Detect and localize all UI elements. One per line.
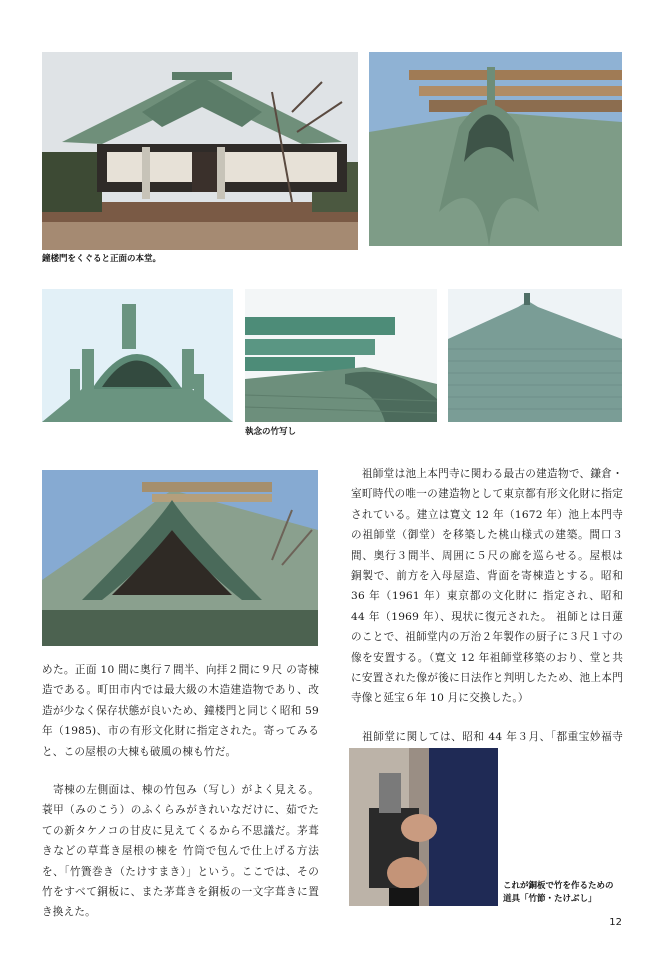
gable-photo [42, 470, 318, 646]
caption-line: これが銅板で竹を作るための [503, 881, 614, 891]
roof-slope-photo [448, 289, 622, 422]
right-text-column [351, 464, 623, 768]
main-hall-caption: 鐘楼門をくぐると正面の本堂。 [42, 254, 162, 264]
roof-ornament-photo [369, 52, 622, 246]
bamboo-caption: 執念の竹写し [245, 427, 297, 437]
caption-line: 道具「竹節・たけぶし」 [503, 894, 597, 904]
tool-photo [349, 748, 498, 906]
left-text-column [42, 660, 319, 923]
ridge-ornament-photo [42, 289, 233, 422]
main-hall-photo [42, 52, 358, 250]
bamboo-ridge-photo [245, 289, 437, 422]
paragraph: 祖師堂は池上本門寺に関わる最古の建造物で、鎌倉・室町時代の唯一の建造物として東京都有形文化財に指定されている。建立は寛文 12 年（1672 年）池上本門寺の祖師堂（御堂）を移築した桃山様式の建築。間口３間、奥行３間半、周囲に５尺の廊を巡らせる。屋根は 銅製で、前方を入母屋造、背面を寄棟造とする。昭和 36 年（1961 年）東京都の文化財に 指定され、昭和 44 年（1969 年）、現状に復元された。 祖師とは日蓮のことで、祖師堂内の万治２年製作の厨子に３尺１寸の像を安置する。（寛文 12 年祖師堂移築のおり、堂と共に安置された像が後に日法作と判明したため、池上本門寺像と延宝６年 10 月に交換した。） [351, 468, 623, 705]
paragraph: 祖師堂に関しては、昭和 44 年３月、「都重宝妙福寺 [362, 730, 623, 743]
paragraph: めた。正面 10 間に奥行７間半、向拝２間に９尺 の寄棟造である。町田市内では最大級の木造建造物であり、改造が少なく保存状態が良いため、鐘楼門と同じく昭和 59 年（1985)、市の有形文化財に指定された。寄ってみると、この屋根の大棟も破風の棟も竹だ。 [42, 664, 319, 758]
page-number: 12 [609, 917, 622, 928]
tool-caption [503, 880, 614, 906]
paragraph: 寄棟の左側面は、棟の竹包み（写し）がよく見える。蓑甲（みのこう）のふくらみがきれいなだけに、茹でたての新タケノコの甘皮に見えてくるから不思議だ。茅葺きなどの草葺き屋根の棟を 竹筒で包んで仕上げる方法を、「竹簀巻き（たけすまき）」という。ここでは、その竹をすべて銅板に、また茅葺きを銅板の一文字葺きに置き換えた。 [42, 784, 319, 919]
